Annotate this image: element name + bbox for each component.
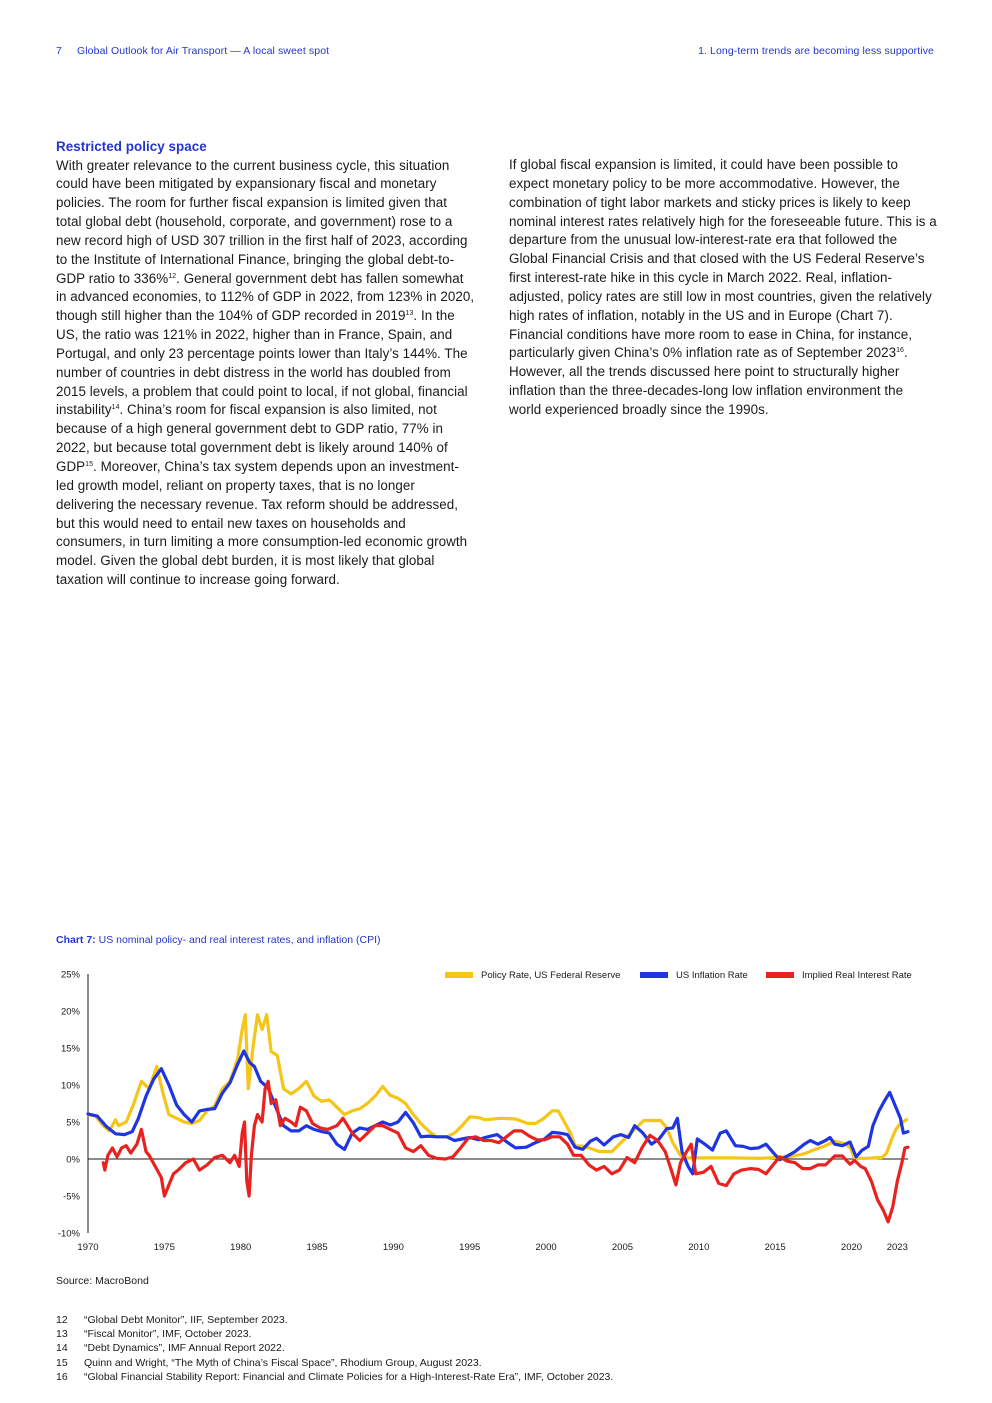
footnote-item [56,1313,613,1327]
footnote-text: “Global Debt Monitor”, IIF, September 2023. [84,1314,288,1326]
footnote-text: “Fiscal Monitor”, IMF, October 2023. [84,1328,252,1341]
x-tick-label: 2005 [611,1242,634,1253]
text-run: . China’s room for fiscal expansion is also limited, not because of a high general government debt to GDP ratio, 77% in 2022, but because total government debt is likely around 140% of GDP [56,402,448,474]
interest-rate-line-chart [50,962,930,1262]
y-tick-label: 25% [60,969,80,981]
footnote-ref-16: 16 [896,347,904,355]
y-tick-label: -10% [57,1228,80,1240]
text-run: . However, all the trends discussed here point to structurally higher inflation than the three-decades-long low inflation environment the world experienced broadly since the 1990s. [509,345,908,417]
x-tick-label: 2010 [688,1242,710,1253]
text-run: With greater relevance to the current business cycle, this situation could have been mitigated by expansionary fiscal and monetary policies. The room for further fiscal expansion is limited given that total global debt (household, corporate, and government) rose to a new record high of USD 307 trillion in the first half of 2023, according to the Institute of International Finance, bringing the global debt-to-GDP ratio to 336% [56,157,468,286]
x-tick-label: 1995 [459,1242,481,1253]
footnote-number: 13 [56,1328,68,1341]
x-tick-label: 2023 [886,1242,908,1253]
page-number: 7 [56,45,62,57]
text-run: . Moreover, China’s tax system depends upon an investment-led growth model, reliant on property taxes, that is no longer delivering the necessary revenue. Tax reform should be addressed, but this would need to entail new taxes on households and consumers, in turn limiting a more consumption-led economic growth model. Given the global debt burden, it is most likely that global taxation will continue to increase going forward. [56,459,468,588]
legend-policy-rate-label: Policy Rate, US Federal Reserve [481,970,621,981]
section-heading: Restricted policy space [56,139,207,154]
legend-inflation-rate-swatch [640,972,668,978]
y-tick-label: 15% [60,1043,80,1055]
footnote-ref-13: 13 [405,310,414,318]
x-tick-label: 1990 [382,1242,404,1253]
legend-inflation-rate-label: US Inflation Rate [676,970,748,981]
footnote-text: “Global Financial Stability Report: Financial and Climate Policies for a High-Interest-Rate Era”, IMF, October 2023. [84,1370,614,1383]
body-paragraph-left [56,157,476,590]
chart-caption [56,934,381,946]
y-tick-label: -5% [63,1191,80,1203]
x-tick-label: 2000 [535,1242,557,1253]
footnote-text: “Debt Dynamics”, IMF Annual Report 2022. [84,1342,285,1355]
y-tick-label: 20% [60,1006,80,1018]
policy-rate-line [88,1015,907,1159]
running-header-section: 1. Long-term trends are becoming less supportive [698,45,934,57]
x-tick-label: 1975 [153,1242,175,1253]
chart-source: Source: MacroBond [56,1275,149,1287]
right-text-column [509,156,937,420]
x-tick-label: 1980 [230,1242,252,1253]
legend-real-rate-label: Implied Real Interest Rate [802,970,912,981]
footnote-text: Quinn and Wright, “The Myth of China’s Fiscal Space”, Rhodium Group, August 2023. [84,1356,482,1369]
footnote-ref-14: 14 [111,404,120,412]
body-paragraph-right [509,156,937,420]
chart-label: Chart 7: [56,934,96,946]
footnote-number: 14 [56,1342,68,1355]
footnotes [56,1313,613,1384]
footnote-ref-12: 12 [168,272,177,280]
x-tick-label: 2020 [840,1242,863,1253]
x-tick-label: 1985 [306,1242,328,1253]
text-run: . General government debt has fallen somewhat in advanced economies, to 112% of GDP in 2022, from 123% in 2020, though still higher than the 104% of GDP recorded in 2019 [56,270,475,324]
legend-real-rate-swatch [766,972,794,978]
running-header-left [56,45,329,57]
footnote-number: 12 [56,1314,68,1326]
y-tick-label: 0% [66,1154,80,1166]
text-run: If global fiscal expansion is limited, it could have been possible to expect monetary policy to be more accommodative. However, the combination of tight labor markets and sticky prices is likely to keep nominal interest rates relatively high for the foreseeable future. This is a departure from the unusual low-interest-rate era that followed the Global Financial Crisis and that closed with the US Federal Reserve’s first interest-rate hike in this cycle in March 2022. Real, inflation-adjusted, policy rates are still low in most countries, given the relatively high rates of inflation, notably in the US and in Europe (Chart 7). Financial conditions have more room to ease in China, for instance, particularly given China’s 0% inflation rate as of September 2023 [509,157,937,361]
footnote-number: 16 [56,1370,68,1383]
x-tick-label: 1970 [77,1242,99,1253]
inflation-rate-line [88,1051,908,1174]
y-tick-label: 10% [60,1080,80,1092]
legend-policy-rate-swatch [445,972,473,978]
footnote-number: 15 [56,1356,68,1369]
y-tick-label: 5% [66,1117,80,1129]
footnote-item [56,1341,613,1355]
footnote-item [56,1370,613,1384]
real-rate-line [103,1081,908,1222]
footnote-item [56,1327,613,1341]
footnote-ref-15: 15 [85,461,94,468]
chart-title-text: US nominal policy- and real interest rates, and inflation (CPI) [95,934,381,946]
left-text-column [56,138,476,590]
x-tick-label: 2015 [764,1242,786,1253]
footnote-item [56,1356,613,1370]
document-title: Global Outlook for Air Transport — A local sweet spot [76,45,330,57]
text-run: . In the US, the ratio was 121% in 2022, higher than in France, Spain, and Portugal, and only 23 percentage points lower than Italy’s 144%. The number of countries in debt distress in the world has doubled from 2015 levels, a problem that could point to local, if not global, financial instability [56,308,468,418]
